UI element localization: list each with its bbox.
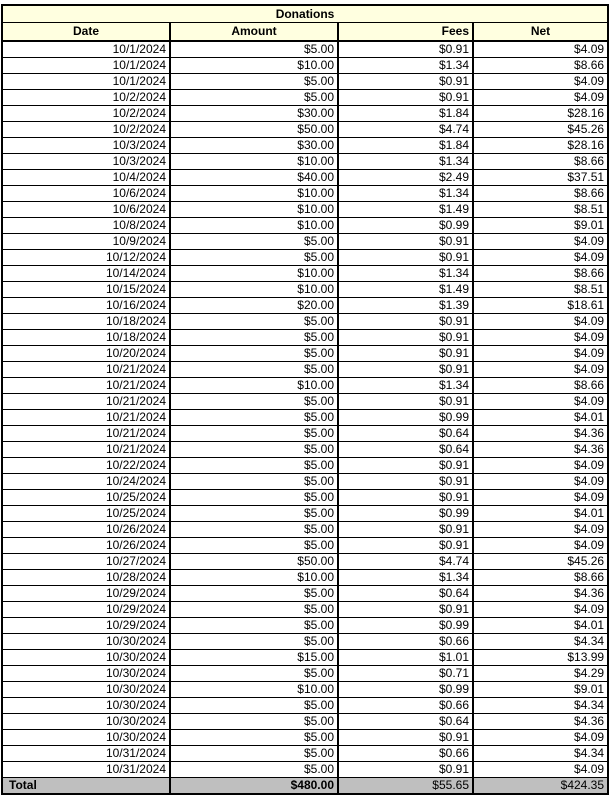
net-cell[interactable]: $4.09 [473, 762, 607, 778]
net-cell[interactable]: $8.51 [473, 202, 607, 218]
table-row [3, 554, 607, 570]
amount-cell[interactable]: $10.00 [170, 378, 338, 394]
table-row [3, 378, 607, 394]
fees-cell[interactable]: $0.91 [338, 394, 473, 410]
amount-cell[interactable]: $5.00 [170, 41, 338, 58]
fees-cell[interactable]: $4.74 [338, 554, 473, 570]
amount-cell[interactable]: $5.00 [170, 74, 338, 90]
date-cell[interactable]: 10/31/2024 [3, 762, 170, 778]
fees-cell[interactable]: $1.39 [338, 298, 473, 314]
amount-cell[interactable]: $5.00 [170, 618, 338, 634]
table-row [3, 746, 607, 762]
date-cell[interactable]: 10/8/2024 [3, 218, 170, 234]
table-row [3, 90, 607, 106]
table-row [3, 394, 607, 410]
fees-cell[interactable]: $1.34 [338, 186, 473, 202]
net-cell[interactable]: $9.01 [473, 218, 607, 234]
amount-cell[interactable]: $5.00 [170, 714, 338, 730]
date-cell[interactable]: 10/14/2024 [3, 266, 170, 282]
date-cell[interactable]: 10/30/2024 [3, 714, 170, 730]
fees-cell[interactable]: $0.91 [338, 730, 473, 746]
net-cell[interactable]: $45.26 [473, 554, 607, 570]
amount-cell[interactable]: $5.00 [170, 442, 338, 458]
fees-cell[interactable]: $0.91 [338, 602, 473, 618]
amount-cell[interactable]: $10.00 [170, 570, 338, 586]
column-header-row [3, 23, 607, 42]
table-row [3, 714, 607, 730]
fees-cell[interactable]: $0.99 [338, 410, 473, 426]
table-row [3, 330, 607, 346]
net-cell[interactable]: $8.66 [473, 58, 607, 74]
net-cell[interactable]: $4.34 [473, 746, 607, 762]
date-cell[interactable]: 10/31/2024 [3, 746, 170, 762]
amount-cell[interactable]: $10.00 [170, 202, 338, 218]
date-cell[interactable]: 10/29/2024 [3, 586, 170, 602]
table-row [3, 314, 607, 330]
amount-cell[interactable]: $5.00 [170, 762, 338, 778]
fees-cell[interactable]: $0.91 [338, 250, 473, 266]
net-cell[interactable]: $4.09 [473, 490, 607, 506]
date-cell[interactable]: 10/15/2024 [3, 282, 170, 298]
net-cell[interactable]: $4.09 [473, 394, 607, 410]
date-cell[interactable]: 10/27/2024 [3, 554, 170, 570]
amount-cell[interactable]: $5.00 [170, 234, 338, 250]
table-row [3, 346, 607, 362]
date-cell[interactable]: 10/21/2024 [3, 426, 170, 442]
net-cell[interactable]: $4.09 [473, 602, 607, 618]
fees-cell[interactable]: $0.91 [338, 762, 473, 778]
table-row [3, 634, 607, 650]
table-row [3, 602, 607, 618]
amount-cell[interactable]: $5.00 [170, 730, 338, 746]
date-cell[interactable]: 10/2/2024 [3, 122, 170, 138]
date-cell[interactable]: 10/20/2024 [3, 346, 170, 362]
fees-cell[interactable]: $2.49 [338, 170, 473, 186]
table-row [3, 474, 607, 490]
table-row [3, 186, 607, 202]
amount-cell[interactable]: $15.00 [170, 650, 338, 666]
amount-cell[interactable]: $10.00 [170, 186, 338, 202]
net-cell[interactable]: $4.01 [473, 618, 607, 634]
fees-cell[interactable]: $0.91 [338, 74, 473, 90]
date-cell[interactable]: 10/30/2024 [3, 730, 170, 746]
table-row [3, 570, 607, 586]
net-cell[interactable]: $8.51 [473, 282, 607, 298]
table-row [3, 266, 607, 282]
fees-cell[interactable]: $1.34 [338, 570, 473, 586]
fees-cell[interactable]: $1.34 [338, 266, 473, 282]
date-cell[interactable]: 10/21/2024 [3, 442, 170, 458]
fees-cell[interactable]: $0.91 [338, 490, 473, 506]
amount-cell[interactable]: $10.00 [170, 154, 338, 170]
fees-cell[interactable]: $0.91 [338, 458, 473, 474]
table-row [3, 730, 607, 746]
amount-cell[interactable]: $5.00 [170, 426, 338, 442]
date-cell[interactable]: 10/21/2024 [3, 410, 170, 426]
amount-cell[interactable]: $20.00 [170, 298, 338, 314]
fees-cell[interactable]: $0.91 [338, 522, 473, 538]
fees-cell[interactable]: $0.91 [338, 41, 473, 58]
fees-cell[interactable]: $1.84 [338, 106, 473, 122]
column-header-date[interactable]: Date [3, 23, 170, 42]
date-cell[interactable]: 10/3/2024 [3, 154, 170, 170]
fees-cell[interactable]: $0.99 [338, 682, 473, 698]
net-cell[interactable]: $9.01 [473, 682, 607, 698]
date-cell[interactable]: 10/4/2024 [3, 170, 170, 186]
fees-cell[interactable]: $0.91 [338, 362, 473, 378]
net-cell[interactable]: $18.61 [473, 298, 607, 314]
table-row [3, 282, 607, 298]
net-cell[interactable]: $4.01 [473, 410, 607, 426]
date-cell[interactable]: 10/1/2024 [3, 58, 170, 74]
table-row [3, 250, 607, 266]
table-row [3, 362, 607, 378]
net-cell[interactable]: $4.09 [473, 90, 607, 106]
amount-cell[interactable]: $5.00 [170, 666, 338, 682]
total-row [3, 778, 607, 794]
fees-cell[interactable]: $0.64 [338, 442, 473, 458]
fees-cell[interactable]: $0.99 [338, 618, 473, 634]
net-cell[interactable]: $8.66 [473, 378, 607, 394]
amount-cell[interactable]: $5.00 [170, 362, 338, 378]
date-cell[interactable]: 10/29/2024 [3, 602, 170, 618]
net-cell[interactable]: $4.34 [473, 634, 607, 650]
net-cell[interactable]: $37.51 [473, 170, 607, 186]
date-cell[interactable]: 10/26/2024 [3, 538, 170, 554]
net-cell[interactable]: $4.09 [473, 74, 607, 90]
net-cell[interactable]: $4.29 [473, 666, 607, 682]
table-row [3, 762, 607, 778]
amount-cell[interactable]: $5.00 [170, 394, 338, 410]
fees-cell[interactable]: $0.91 [338, 314, 473, 330]
net-cell[interactable]: $8.66 [473, 186, 607, 202]
table-row [3, 138, 607, 154]
table-row [3, 298, 607, 314]
net-cell[interactable]: $4.36 [473, 714, 607, 730]
fees-cell[interactable]: $0.91 [338, 330, 473, 346]
amount-cell[interactable]: $10.00 [170, 218, 338, 234]
table-row [3, 154, 607, 170]
fees-cell[interactable]: $1.34 [338, 378, 473, 394]
net-cell[interactable]: $4.01 [473, 506, 607, 522]
date-cell[interactable]: 10/21/2024 [3, 394, 170, 410]
amount-cell[interactable]: $10.00 [170, 266, 338, 282]
table-title: Donations [3, 6, 607, 23]
net-cell[interactable]: $4.09 [473, 730, 607, 746]
table-row [3, 586, 607, 602]
date-cell[interactable]: 10/6/2024 [3, 202, 170, 218]
total-net[interactable]: $424.35 [473, 778, 607, 794]
fees-cell[interactable]: $0.64 [338, 586, 473, 602]
amount-cell[interactable]: $30.00 [170, 106, 338, 122]
table-row [3, 442, 607, 458]
table-row [3, 426, 607, 442]
fees-cell[interactable]: $0.66 [338, 746, 473, 762]
table-row [3, 410, 607, 426]
amount-cell[interactable]: $5.00 [170, 474, 338, 490]
table-row [3, 106, 607, 122]
amount-cell[interactable]: $5.00 [170, 90, 338, 106]
date-cell[interactable]: 10/6/2024 [3, 186, 170, 202]
net-cell[interactable]: $4.09 [473, 330, 607, 346]
net-cell[interactable]: $4.09 [473, 474, 607, 490]
fees-cell[interactable]: $1.34 [338, 58, 473, 74]
table-row [3, 58, 607, 74]
donations-table [3, 6, 607, 793]
table-row [3, 218, 607, 234]
amount-cell[interactable]: $5.00 [170, 506, 338, 522]
date-cell[interactable]: 10/21/2024 [3, 362, 170, 378]
net-cell[interactable]: $4.36 [473, 586, 607, 602]
date-cell[interactable]: 10/12/2024 [3, 250, 170, 266]
fees-cell[interactable]: $4.74 [338, 122, 473, 138]
date-cell[interactable]: 10/28/2024 [3, 570, 170, 586]
column-header-net[interactable]: Net [473, 23, 607, 42]
amount-cell[interactable]: $5.00 [170, 490, 338, 506]
amount-cell[interactable]: $5.00 [170, 458, 338, 474]
date-cell[interactable]: 10/16/2024 [3, 298, 170, 314]
date-cell[interactable]: 10/1/2024 [3, 74, 170, 90]
fees-cell[interactable]: $1.34 [338, 154, 473, 170]
fees-cell[interactable]: $0.66 [338, 698, 473, 714]
net-cell[interactable]: $4.09 [473, 346, 607, 362]
fees-cell[interactable]: $0.99 [338, 506, 473, 522]
table-body [3, 41, 607, 778]
net-cell[interactable]: $45.26 [473, 122, 607, 138]
amount-cell[interactable]: $5.00 [170, 586, 338, 602]
total-fees[interactable]: $55.65 [338, 778, 473, 794]
fees-cell[interactable]: $1.01 [338, 650, 473, 666]
fees-cell[interactable]: $0.91 [338, 234, 473, 250]
date-cell[interactable]: 10/30/2024 [3, 666, 170, 682]
table-row [3, 698, 607, 714]
fees-cell[interactable]: $1.84 [338, 138, 473, 154]
fees-cell[interactable]: $0.64 [338, 714, 473, 730]
table-row [3, 234, 607, 250]
table-row [3, 170, 607, 186]
amount-cell[interactable]: $30.00 [170, 138, 338, 154]
date-cell[interactable]: 10/26/2024 [3, 522, 170, 538]
amount-cell[interactable]: $5.00 [170, 538, 338, 554]
date-cell[interactable]: 10/18/2024 [3, 330, 170, 346]
amount-cell[interactable]: $5.00 [170, 250, 338, 266]
date-cell[interactable]: 10/22/2024 [3, 458, 170, 474]
net-cell[interactable]: $4.09 [473, 458, 607, 474]
net-cell[interactable]: $4.09 [473, 314, 607, 330]
date-cell[interactable]: 10/18/2024 [3, 314, 170, 330]
date-cell[interactable]: 10/25/2024 [3, 506, 170, 522]
amount-cell[interactable]: $10.00 [170, 282, 338, 298]
fees-cell[interactable]: $0.91 [338, 346, 473, 362]
amount-cell[interactable]: $5.00 [170, 330, 338, 346]
net-cell[interactable]: $4.09 [473, 362, 607, 378]
total-label[interactable]: Total [3, 778, 170, 794]
net-cell[interactable]: $8.66 [473, 154, 607, 170]
amount-cell[interactable]: $10.00 [170, 58, 338, 74]
date-cell[interactable]: 10/2/2024 [3, 90, 170, 106]
net-cell[interactable]: $4.09 [473, 41, 607, 58]
table-row [3, 202, 607, 218]
date-cell[interactable]: 10/9/2024 [3, 234, 170, 250]
table-row [3, 458, 607, 474]
date-cell[interactable]: 10/30/2024 [3, 682, 170, 698]
table-row [3, 682, 607, 698]
net-cell[interactable]: $28.16 [473, 138, 607, 154]
fees-cell[interactable]: $0.71 [338, 666, 473, 682]
table-row [3, 650, 607, 666]
fees-cell[interactable]: $1.49 [338, 202, 473, 218]
donations-table-container [1, 4, 609, 795]
fees-cell[interactable]: $0.66 [338, 634, 473, 650]
amount-cell[interactable]: $50.00 [170, 122, 338, 138]
net-cell[interactable]: $8.66 [473, 570, 607, 586]
amount-cell[interactable]: $10.00 [170, 682, 338, 698]
table-row [3, 522, 607, 538]
fees-cell[interactable]: $0.99 [338, 218, 473, 234]
date-cell[interactable]: 10/1/2024 [3, 41, 170, 58]
net-cell[interactable]: $4.36 [473, 442, 607, 458]
table-row [3, 490, 607, 506]
date-cell[interactable]: 10/21/2024 [3, 378, 170, 394]
net-cell[interactable]: $4.09 [473, 538, 607, 554]
net-cell[interactable]: $4.09 [473, 234, 607, 250]
date-cell[interactable]: 10/3/2024 [3, 138, 170, 154]
table-row [3, 618, 607, 634]
net-cell[interactable]: $4.34 [473, 698, 607, 714]
date-cell[interactable]: 10/24/2024 [3, 474, 170, 490]
fees-cell[interactable]: $0.64 [338, 426, 473, 442]
column-header-amount[interactable]: Amount [170, 23, 338, 42]
date-cell[interactable]: 10/2/2024 [3, 106, 170, 122]
table-row [3, 122, 607, 138]
date-cell[interactable]: 10/30/2024 [3, 634, 170, 650]
amount-cell[interactable]: $5.00 [170, 634, 338, 650]
net-cell[interactable]: $4.09 [473, 250, 607, 266]
amount-cell[interactable]: $5.00 [170, 410, 338, 426]
net-cell[interactable]: $4.36 [473, 426, 607, 442]
fees-cell[interactable]: $0.91 [338, 538, 473, 554]
amount-cell[interactable]: $5.00 [170, 522, 338, 538]
amount-cell[interactable]: $5.00 [170, 314, 338, 330]
net-cell[interactable]: $8.66 [473, 266, 607, 282]
column-header-fees[interactable]: Fees [338, 23, 473, 42]
amount-cell[interactable]: $5.00 [170, 746, 338, 762]
net-cell[interactable]: $13.99 [473, 650, 607, 666]
fees-cell[interactable]: $1.49 [338, 282, 473, 298]
table-row [3, 41, 607, 58]
table-row [3, 666, 607, 682]
fees-cell[interactable]: $0.91 [338, 90, 473, 106]
table-row [3, 506, 607, 522]
amount-cell[interactable]: $40.00 [170, 170, 338, 186]
net-cell[interactable]: $4.09 [473, 522, 607, 538]
date-cell[interactable]: 10/30/2024 [3, 698, 170, 714]
amount-cell[interactable]: $5.00 [170, 346, 338, 362]
date-cell[interactable]: 10/30/2024 [3, 650, 170, 666]
total-amount[interactable]: $480.00 [170, 778, 338, 794]
date-cell[interactable]: 10/25/2024 [3, 490, 170, 506]
table-row [3, 74, 607, 90]
amount-cell[interactable]: $5.00 [170, 698, 338, 714]
table-row [3, 538, 607, 554]
net-cell[interactable]: $28.16 [473, 106, 607, 122]
amount-cell[interactable]: $50.00 [170, 554, 338, 570]
date-cell[interactable]: 10/29/2024 [3, 618, 170, 634]
fees-cell[interactable]: $0.91 [338, 474, 473, 490]
amount-cell[interactable]: $5.00 [170, 602, 338, 618]
